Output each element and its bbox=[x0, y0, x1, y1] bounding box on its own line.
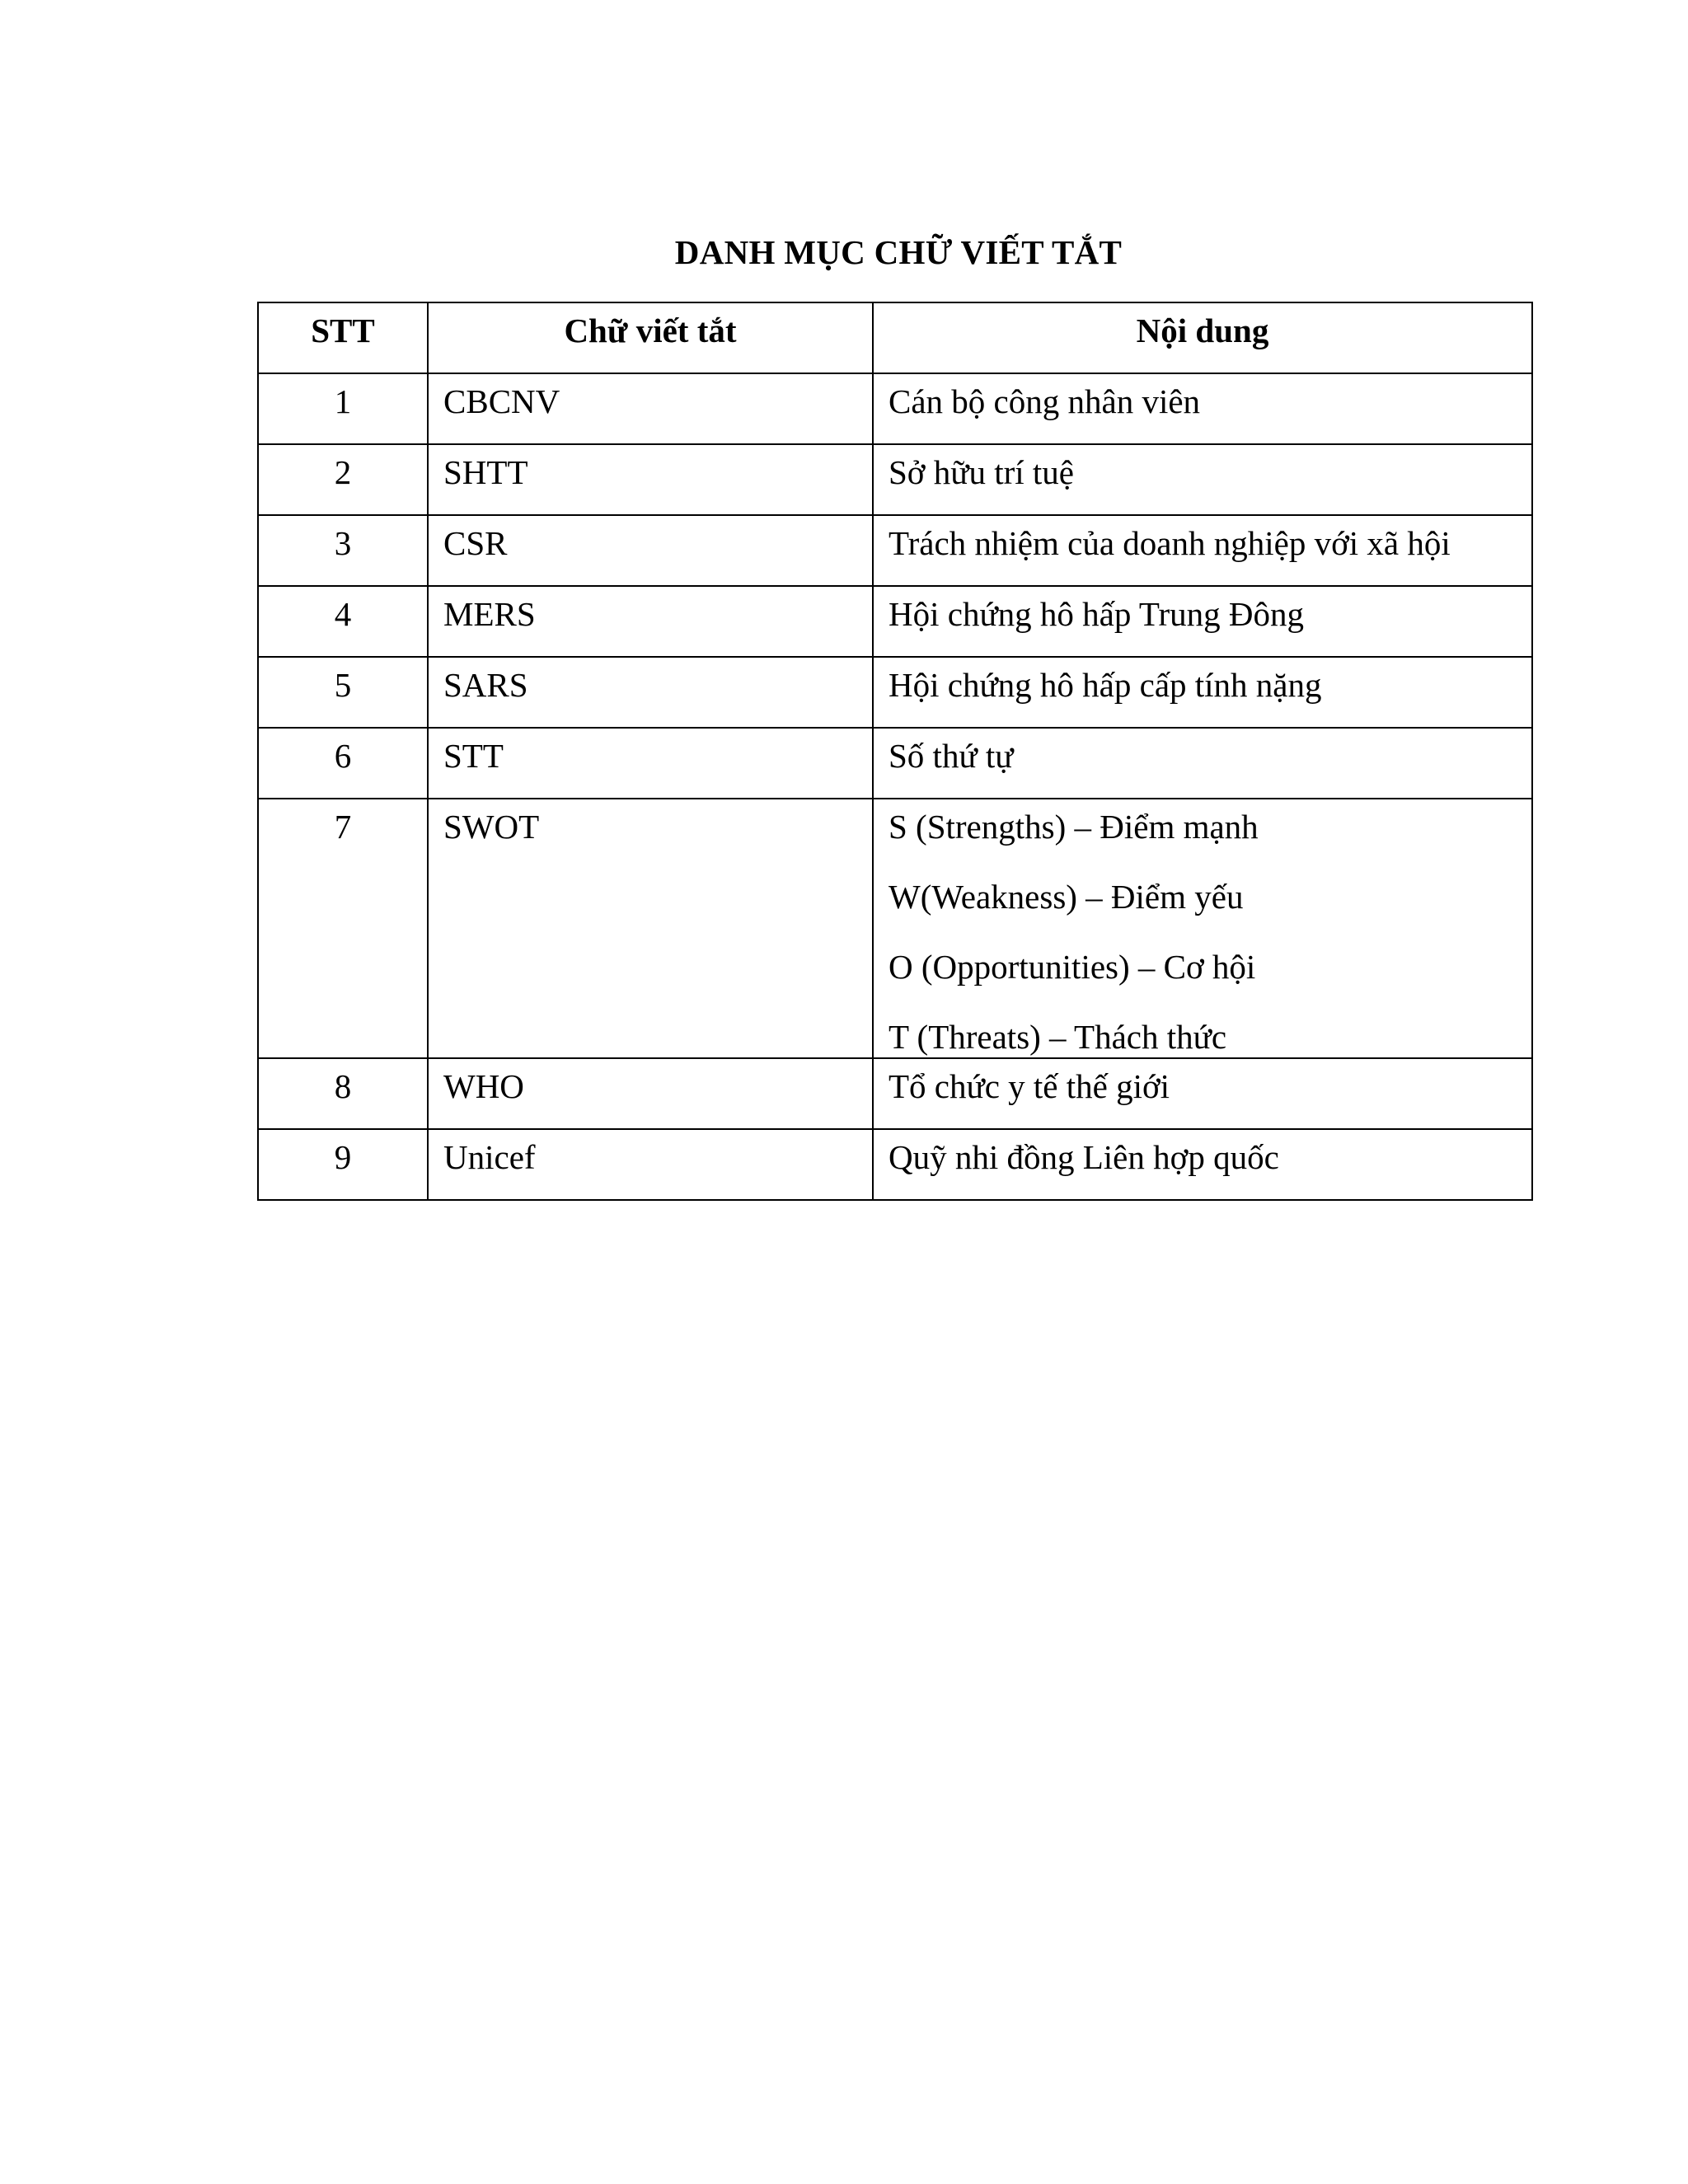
table-body bbox=[258, 373, 1532, 1200]
row-stt: 3 bbox=[258, 515, 428, 586]
table-row bbox=[258, 586, 1532, 657]
row-abbreviation: WHO bbox=[428, 1058, 873, 1129]
content-line: S (Strengths) – Điểm mạnh bbox=[889, 808, 1259, 846]
row-content bbox=[873, 657, 1532, 728]
content-line: Hội chứng hô hấp Trung Đông bbox=[889, 595, 1304, 633]
table-row bbox=[258, 444, 1532, 515]
content-line: T (Threats) – Thách thức bbox=[889, 1018, 1227, 1056]
row-content bbox=[873, 586, 1532, 657]
table-row bbox=[258, 1058, 1532, 1129]
table-row bbox=[258, 515, 1532, 586]
row-abbreviation: Unicef bbox=[428, 1129, 873, 1200]
content-line: Trách nhiệm của doanh nghiệp với xã hội bbox=[889, 524, 1451, 562]
row-content bbox=[873, 373, 1532, 444]
row-content bbox=[873, 1058, 1532, 1129]
row-content bbox=[873, 1129, 1532, 1200]
row-abbreviation: SARS bbox=[428, 657, 873, 728]
table-row bbox=[258, 657, 1532, 728]
content-line: Tổ chức y tế thế giới bbox=[889, 1067, 1170, 1105]
header-abbreviation: Chữ viết tắt bbox=[428, 302, 873, 373]
content-line: Sở hữu trí tuệ bbox=[889, 453, 1074, 491]
abbreviation-table bbox=[257, 302, 1533, 1201]
table-row bbox=[258, 1129, 1532, 1200]
row-abbreviation: MERS bbox=[428, 586, 873, 657]
row-stt: 5 bbox=[258, 657, 428, 728]
content-line: Cán bộ công nhân viên bbox=[889, 382, 1201, 420]
row-stt: 9 bbox=[258, 1129, 428, 1200]
table-row bbox=[258, 373, 1532, 444]
content-line: Hội chứng hô hấp cấp tính nặng bbox=[889, 666, 1322, 704]
content-line: Quỹ nhi đồng Liên hợp quốc bbox=[889, 1138, 1279, 1176]
row-abbreviation: CSR bbox=[428, 515, 873, 586]
row-stt: 8 bbox=[258, 1058, 428, 1129]
row-stt: 2 bbox=[258, 444, 428, 515]
page-title: DANH MỤC CHỮ VIẾT TẮT bbox=[674, 233, 1123, 271]
row-abbreviation: STT bbox=[428, 728, 873, 799]
row-abbreviation: SWOT bbox=[428, 799, 873, 1058]
table-header-row bbox=[258, 302, 1532, 373]
row-content bbox=[873, 728, 1532, 799]
header-stt: STT bbox=[258, 302, 428, 373]
row-abbreviation: SHTT bbox=[428, 444, 873, 515]
row-abbreviation: CBCNV bbox=[428, 373, 873, 444]
row-content bbox=[873, 515, 1532, 586]
content-line: O (Opportunities) – Cơ hội bbox=[889, 948, 1256, 986]
row-stt: 7 bbox=[258, 799, 428, 1058]
content-line: W(Weakness) – Điểm yếu bbox=[889, 878, 1244, 916]
table-row bbox=[258, 799, 1532, 1058]
content-line: Số thứ tự bbox=[889, 737, 1014, 775]
row-content bbox=[873, 799, 1532, 1058]
row-stt: 1 bbox=[258, 373, 428, 444]
row-stt: 6 bbox=[258, 728, 428, 799]
table-row bbox=[258, 728, 1532, 799]
row-stt: 4 bbox=[258, 586, 428, 657]
row-content bbox=[873, 444, 1532, 515]
header-content: Nội dung bbox=[873, 302, 1532, 373]
